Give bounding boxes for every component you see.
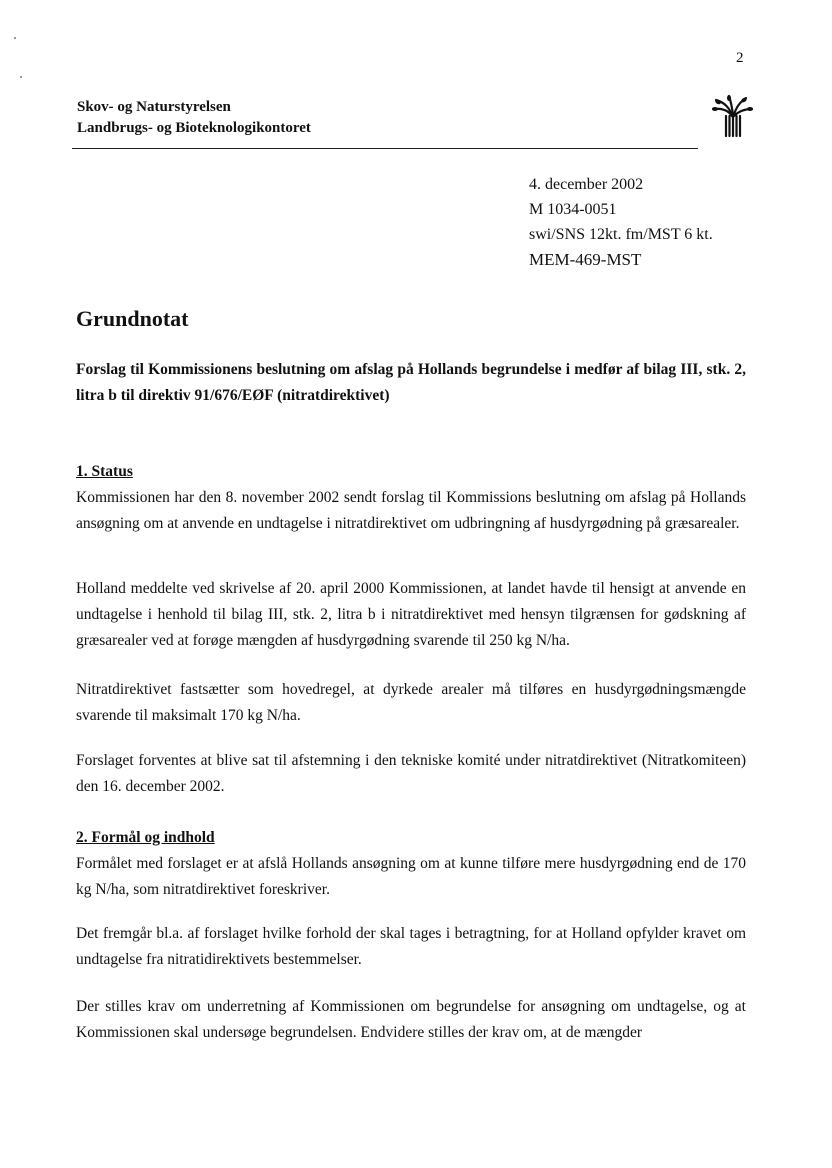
- section-status: [76, 459, 746, 537]
- wheat-sheaf-icon: [710, 94, 754, 138]
- paragraph: Det fremgår bl.a. af forslaget hvilke forhold der skal tages i betragtning, for at Holland opfylder kravet om undtagelse fra nitratidirektivets bestemmelser.: [76, 925, 746, 968]
- paragraph: Nitratdirektivet fastsætter som hovedregel, at dyrkede arealer må tilføres en husdyrgødningsmængde svarende til maksimalt 170 kg N/ha.: [76, 681, 746, 724]
- org-department: Landbrugs- og Bioteknologikontoret: [77, 120, 311, 136]
- section-purpose: [76, 825, 746, 903]
- scan-speck: [14, 37, 16, 39]
- author-initials: swi/SNS 12kt. fm/MST 6 kt.: [529, 226, 713, 243]
- org-name: Skov- og Naturstyrelsen: [77, 99, 231, 115]
- paragraph: Der stilles krav om underretning af Kommissionen om begrundelse for ansøgning om undtagelse, og at Kommissionen skal undersøge begrundelsen. Endvidere stilles der krav om, at de mængder: [76, 998, 746, 1041]
- document-code: MEM-469-MST: [529, 250, 642, 269]
- header-divider: [72, 148, 698, 149]
- paragraph: Holland meddelte ved skrivelse af 20. april 2000 Kommissionen, at landet havde til hensigt at anvende en undtagelse i henhold til bilag III, stk. 2, litra b i nitratdirektivet med hensyn tilgrænsen for gødskning af græsarealer ved at forøge mængden af husdyrgødning svarende til 250 kg N/ha.: [76, 580, 746, 649]
- section-heading-purpose: 2. Formål og indhold: [76, 829, 215, 846]
- page-number: 2: [736, 50, 744, 66]
- document-subject: Forslag til Kommissionens beslutning om afslag på Hollands begrundelse i medfør af bilag III, stk. 2, litra b til direktiv 91/676/EØF (nitratdirektivet): [76, 361, 746, 404]
- document-date: 4. december 2002: [529, 176, 644, 193]
- paragraph: Kommissionen har den 8. november 2002 sendt forslag til Kommissions beslutning om afslag på Hollands ansøgning om at anvende en undtagelse i nitratdirektivet om udbringning af husdyrgødning på græsarealer.: [76, 489, 746, 532]
- section-heading-status: 1. Status: [76, 463, 133, 480]
- reference-block: [529, 172, 713, 272]
- paragraph: Formålet med forslaget er at afslå Hollands ansøgning om at kunne tilføre mere husdyrgødning end de 170 kg N/ha, som nitratdirektivet foreskriver.: [76, 855, 746, 898]
- organization-header: [77, 97, 311, 139]
- document-title: Grundnotat: [76, 306, 189, 331]
- case-number: M 1034-0051: [529, 201, 617, 218]
- paragraph: Forslaget forventes at blive sat til afstemning i den tekniske komité under nitratdirektivet (Nitratkomiteen) den 16. december 2002.: [76, 752, 746, 795]
- scan-speck: [20, 76, 22, 78]
